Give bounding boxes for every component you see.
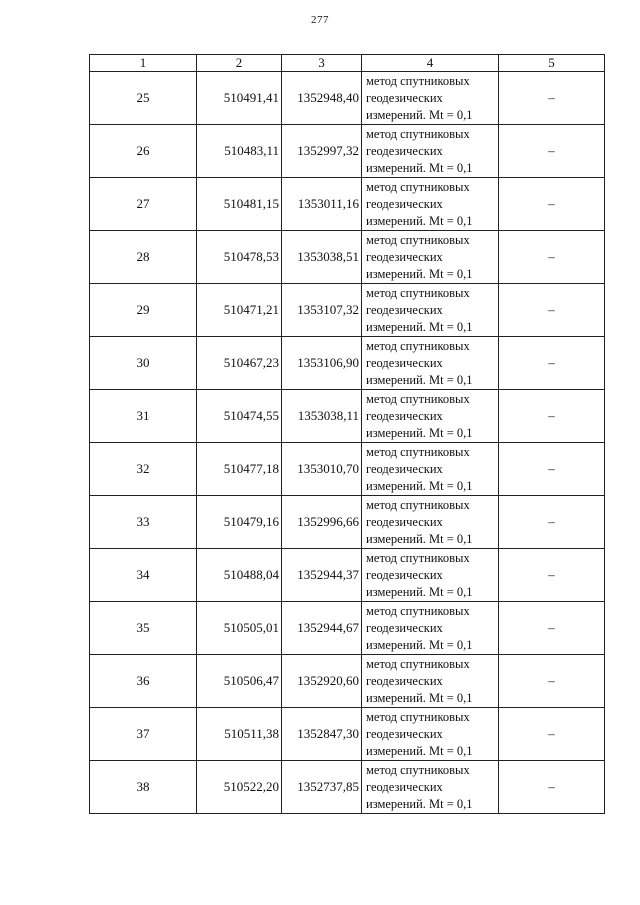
- method-line-1: метод спутниковых: [366, 179, 470, 194]
- method-line-3: измерений. Mt = 0,1: [366, 425, 473, 440]
- point-number: 25: [90, 72, 197, 125]
- table-body: [90, 72, 605, 814]
- method-line-2: геодезических: [366, 620, 443, 635]
- method-cell: [362, 390, 499, 443]
- coordinate-x: 510505,01: [197, 602, 282, 655]
- method-line-2: геодезических: [366, 726, 443, 741]
- coordinate-y: 1353010,70: [282, 443, 362, 496]
- method-line-2: геодезических: [366, 355, 443, 370]
- table-row: [90, 655, 605, 708]
- point-number: 28: [90, 231, 197, 284]
- note-dash: –: [499, 602, 605, 655]
- note-dash: –: [499, 284, 605, 337]
- note-dash: –: [499, 496, 605, 549]
- method-line-3: измерений. Mt = 0,1: [366, 160, 473, 175]
- point-number: 26: [90, 125, 197, 178]
- table-row: [90, 284, 605, 337]
- coordinate-y: 1352737,85: [282, 761, 362, 814]
- point-number: 27: [90, 178, 197, 231]
- method-line-2: геодезических: [366, 567, 443, 582]
- coordinate-y: 1352948,40: [282, 72, 362, 125]
- method-line-2: геодезических: [366, 673, 443, 688]
- table-row: [90, 549, 605, 602]
- coordinate-x: 510479,16: [197, 496, 282, 549]
- coordinates-table: [89, 54, 605, 814]
- note-dash: –: [499, 443, 605, 496]
- method-line-3: измерений. Mt = 0,1: [366, 213, 473, 228]
- note-dash: –: [499, 655, 605, 708]
- method-line-3: измерений. Mt = 0,1: [366, 266, 473, 281]
- method-line-1: метод спутниковых: [366, 73, 470, 88]
- point-number: 29: [90, 284, 197, 337]
- method-line-3: измерений. Mt = 0,1: [366, 690, 473, 705]
- note-dash: –: [499, 337, 605, 390]
- coordinate-x: 510491,41: [197, 72, 282, 125]
- column-header-3: 3: [282, 55, 362, 72]
- coordinate-y: 1352944,37: [282, 549, 362, 602]
- method-cell: [362, 655, 499, 708]
- coordinate-y: 1353038,51: [282, 231, 362, 284]
- coordinate-x: 510511,38: [197, 708, 282, 761]
- method-line-3: измерений. Mt = 0,1: [366, 372, 473, 387]
- method-cell: [362, 231, 499, 284]
- method-line-2: геодезических: [366, 514, 443, 529]
- method-line-3: измерений. Mt = 0,1: [366, 637, 473, 652]
- coordinate-x: 510522,20: [197, 761, 282, 814]
- method-line-1: метод спутниковых: [366, 603, 470, 618]
- coordinate-x: 510477,18: [197, 443, 282, 496]
- note-dash: –: [499, 708, 605, 761]
- method-line-1: метод спутниковых: [366, 497, 470, 512]
- method-line-1: метод спутниковых: [366, 656, 470, 671]
- coordinate-x: 510471,21: [197, 284, 282, 337]
- point-number: 38: [90, 761, 197, 814]
- point-number: 30: [90, 337, 197, 390]
- point-number: 36: [90, 655, 197, 708]
- coordinate-x: 510506,47: [197, 655, 282, 708]
- method-cell: [362, 337, 499, 390]
- coordinate-x: 510478,53: [197, 231, 282, 284]
- method-line-1: метод спутниковых: [366, 709, 470, 724]
- method-cell: [362, 443, 499, 496]
- method-cell: [362, 72, 499, 125]
- note-dash: –: [499, 390, 605, 443]
- coordinate-x: 510474,55: [197, 390, 282, 443]
- method-line-1: метод спутниковых: [366, 338, 470, 353]
- coordinate-x: 510488,04: [197, 549, 282, 602]
- method-line-3: измерений. Mt = 0,1: [366, 743, 473, 758]
- method-line-2: геодезических: [366, 302, 443, 317]
- note-dash: –: [499, 231, 605, 284]
- method-line-1: метод спутниковых: [366, 232, 470, 247]
- point-number: 34: [90, 549, 197, 602]
- method-line-1: метод спутниковых: [366, 126, 470, 141]
- method-line-2: геодезических: [366, 249, 443, 264]
- method-cell: [362, 178, 499, 231]
- note-dash: –: [499, 178, 605, 231]
- page-number: 277: [311, 14, 329, 26]
- coordinate-y: 1352920,60: [282, 655, 362, 708]
- method-line-1: метод спутниковых: [366, 762, 470, 777]
- method-line-2: геодезических: [366, 408, 443, 423]
- method-cell: [362, 549, 499, 602]
- method-line-1: метод спутниковых: [366, 285, 470, 300]
- method-cell: [362, 125, 499, 178]
- note-dash: –: [499, 549, 605, 602]
- method-line-3: измерений. Mt = 0,1: [366, 478, 473, 493]
- header-row: [90, 55, 605, 72]
- method-line-1: метод спутниковых: [366, 391, 470, 406]
- method-line-3: измерений. Mt = 0,1: [366, 107, 473, 122]
- coordinate-y: 1352996,66: [282, 496, 362, 549]
- method-cell: [362, 284, 499, 337]
- method-line-2: геодезических: [366, 143, 443, 158]
- table-row: [90, 443, 605, 496]
- column-header-1: 1: [90, 55, 197, 72]
- method-line-3: измерений. Mt = 0,1: [366, 531, 473, 546]
- method-line-3: измерений. Mt = 0,1: [366, 319, 473, 334]
- method-line-1: метод спутниковых: [366, 550, 470, 565]
- method-cell: [362, 708, 499, 761]
- note-dash: –: [499, 761, 605, 814]
- point-number: 37: [90, 708, 197, 761]
- coordinate-y: 1353106,90: [282, 337, 362, 390]
- point-number: 33: [90, 496, 197, 549]
- coordinate-y: 1353011,16: [282, 178, 362, 231]
- coordinate-x: 510483,11: [197, 125, 282, 178]
- method-cell: [362, 496, 499, 549]
- method-line-2: геодезических: [366, 461, 443, 476]
- table-row: [90, 602, 605, 655]
- table-row: [90, 337, 605, 390]
- method-line-3: измерений. Mt = 0,1: [366, 796, 473, 811]
- method-line-2: геодезических: [366, 90, 443, 105]
- table-row: [90, 708, 605, 761]
- method-cell: [362, 602, 499, 655]
- table-row: [90, 390, 605, 443]
- coordinate-y: 1352847,30: [282, 708, 362, 761]
- note-dash: –: [499, 125, 605, 178]
- method-line-3: измерений. Mt = 0,1: [366, 584, 473, 599]
- point-number: 35: [90, 602, 197, 655]
- note-dash: –: [499, 72, 605, 125]
- coordinate-x: 510481,15: [197, 178, 282, 231]
- coordinate-y: 1352997,32: [282, 125, 362, 178]
- coordinate-y: 1353038,11: [282, 390, 362, 443]
- table-row: [90, 125, 605, 178]
- table-row: [90, 231, 605, 284]
- column-header-2: 2: [197, 55, 282, 72]
- point-number: 32: [90, 443, 197, 496]
- method-line-2: геодезических: [366, 779, 443, 794]
- point-number: 31: [90, 390, 197, 443]
- table-row: [90, 72, 605, 125]
- coordinate-x: 510467,23: [197, 337, 282, 390]
- coordinate-y: 1352944,67: [282, 602, 362, 655]
- table-row: [90, 761, 605, 814]
- coordinate-y: 1353107,32: [282, 284, 362, 337]
- table-row: [90, 496, 605, 549]
- method-cell: [362, 761, 499, 814]
- column-header-5: 5: [499, 55, 605, 72]
- method-line-1: метод спутниковых: [366, 444, 470, 459]
- table-row: [90, 178, 605, 231]
- column-header-4: 4: [362, 55, 499, 72]
- method-line-2: геодезических: [366, 196, 443, 211]
